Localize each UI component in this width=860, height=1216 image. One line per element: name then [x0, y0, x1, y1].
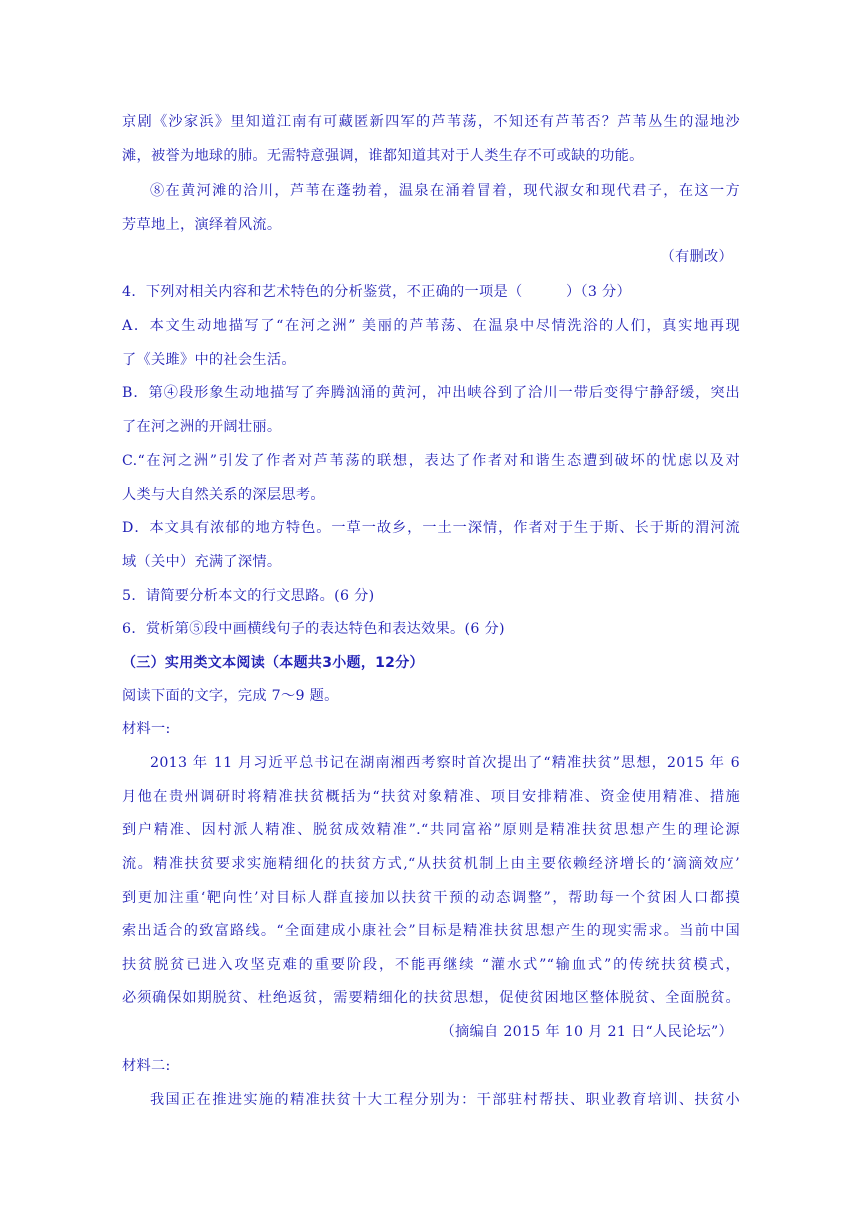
text-line: 到户精准、因村派人精准、脱贫成效精准”.“共同富裕”原则是精准扶贫思想产生的理论源 — [122, 822, 740, 838]
option-c-cont: 人类与大自然关系的深层思考。 — [122, 487, 325, 503]
text-line: 我国正在推进实施的精准扶贫十大工程分别为：干部驻村帮扶、职业教育培训、扶贫小 — [150, 1092, 740, 1108]
text-line: ⑧在黄河滩的洽川，芦苇在蓬勃着，温泉在涌着冒着，现代淑女和现代君子，在这一方 — [150, 183, 740, 199]
source-note: （有删改） — [660, 249, 733, 265]
text-line: 芳草地上，演绎着风流。 — [122, 217, 282, 233]
text-line: 必须确保如期脱贫、杜绝返贫，需要精细化的扶贫思想，促使贫困地区整体脱贫、全面脱贫。 — [122, 990, 740, 1006]
question-6: 6．赏析第⑤段中画横线句子的表达特色和表达效果。(6 分) — [122, 621, 505, 637]
section-heading: （三）实用类文本阅读（本题共3小题，12分） — [122, 655, 424, 671]
option-b-cont: 了在河之洲的开阔壮丽。 — [122, 419, 282, 435]
text-line: 扶贫脱贫已进入攻坚克难的重要阶段，不能再继续 “灌水式”“输血式”的传统扶贫模式， — [122, 957, 740, 973]
option-d: D．本文具有浓郁的地方特色。一草一故乡，一土一深情，作者对于生于斯、长于斯的渭河流 — [122, 520, 740, 536]
text-line: 到更加注重‘靶向性’对目标人群直接加以扶贫干预的动态调整”，帮助每一个贫困人口都摸 — [122, 890, 740, 906]
option-d-cont: 域（关中）充满了深情。 — [122, 554, 282, 570]
text-line: 滩，被誉为地球的肺。无需特意强调，谁都知道其对于人类生存不可或缺的功能。 — [122, 148, 644, 164]
instruction: 阅读下面的文字，完成 7～9 题。 — [122, 688, 339, 704]
question-4: 4．下列对相关内容和艺术特色的分析鉴赏，不正确的一项是（ ）（3 分） — [122, 284, 631, 300]
text-line: 流。精准扶贫要求实施精细化的扶贫方式,“从扶贫机制上由主要依赖经济增长的‘滴滴效应’ — [122, 856, 740, 872]
option-b: B．第④段形象生动地描写了奔腾汹涌的黄河，冲出峡谷到了洽川一带后变得宁静舒缓，突出 — [122, 385, 740, 401]
option-a-cont: 了《关雎》中的社会生活。 — [122, 352, 296, 368]
option-c: C.“在河之洲”引发了作者对芦苇荡的联想，表达了作者对和谐生态遭到破坏的忧虑以及对 — [122, 453, 740, 469]
text-line: 索出适合的致富路线。“全面建成小康社会”目标是精准扶贫思想产生的现实需求。当前中国 — [122, 923, 740, 939]
option-a: A．本文生动地描写了“在河之洲” 美丽的芦苇荡、在温泉中尽情洗浴的人们，真实地再现 — [122, 318, 740, 334]
text-line: 京剧《沙家浜》里知道江南有可藏匿新四军的芦苇荡，不知还有芦苇否？芦苇丛生的湿地沙 — [122, 114, 740, 130]
text-line: 2013 年 11 月习近平总书记在湖南湘西考察时首次提出了“精准扶贫”思想，2015 年 6 — [150, 755, 740, 771]
material-2-label: 材料二: — [122, 1058, 171, 1074]
source-note: （摘编自 2015 年 10 月 21 日“人民论坛”） — [440, 1024, 733, 1040]
question-5: 5．请简要分析本文的行文思路。(6 分) — [122, 588, 375, 604]
text-line: 月他在贵州调研时将精准扶贫概括为“扶贫对象精准、项目安排精准、资金使用精准、措施 — [122, 789, 740, 805]
material-1-label: 材料一: — [122, 721, 171, 737]
